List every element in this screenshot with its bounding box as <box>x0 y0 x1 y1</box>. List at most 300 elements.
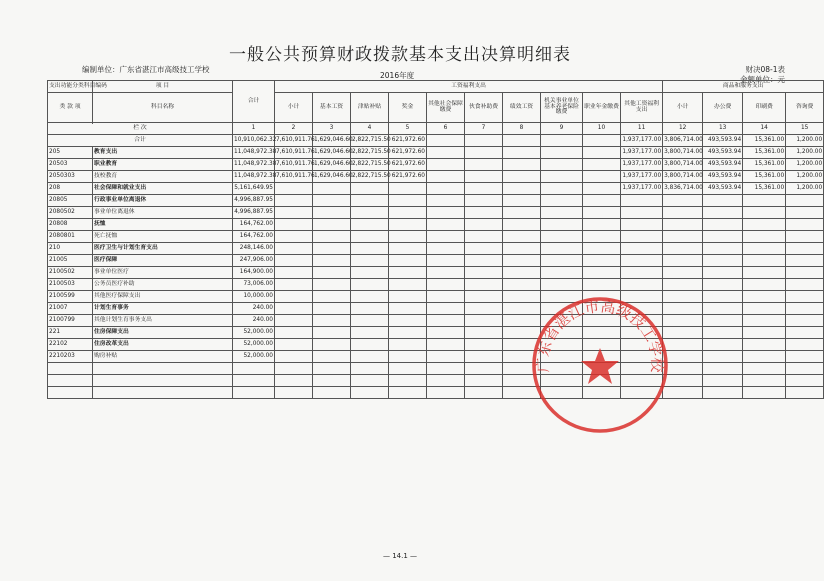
table-row <box>48 219 824 231</box>
row-value <box>583 159 621 171</box>
empty-cell <box>275 363 313 375</box>
row-value <box>743 339 786 351</box>
row-value <box>621 267 663 279</box>
empty-cell <box>48 375 93 387</box>
table-row <box>48 315 824 327</box>
table-row <box>48 303 824 315</box>
row-value <box>786 267 824 279</box>
col-number-8: 8 <box>503 123 541 135</box>
empty-cell <box>427 387 465 399</box>
row-value: 1,200.00 <box>786 147 824 159</box>
table-row <box>48 255 824 267</box>
row-value <box>743 255 786 267</box>
empty-row <box>48 375 824 387</box>
empty-cell <box>743 387 786 399</box>
header-kemu-code: 支出功能分类科目编码 <box>48 81 93 93</box>
row-value <box>427 279 465 291</box>
row-value: 493,593.94 <box>703 147 743 159</box>
header-col-6: 伙食补助费 <box>465 93 503 123</box>
row-value: 3,800,714.00 <box>663 147 703 159</box>
row-value <box>351 279 389 291</box>
table-row <box>48 267 824 279</box>
col-number-12: 12 <box>663 123 703 135</box>
row-value <box>313 219 351 231</box>
row-name: 事业单位医疗 <box>93 267 233 279</box>
row-value <box>313 231 351 243</box>
row-value <box>351 219 389 231</box>
row-value <box>743 279 786 291</box>
row-value <box>703 207 743 219</box>
row-value <box>663 255 703 267</box>
row-value <box>703 303 743 315</box>
row-value <box>743 219 786 231</box>
row-value <box>389 279 427 291</box>
row-value <box>389 327 427 339</box>
row-value <box>583 231 621 243</box>
row-value <box>275 195 313 207</box>
empty-cell <box>703 387 743 399</box>
row-value <box>465 327 503 339</box>
row-value <box>541 255 583 267</box>
col-number-2: 2 <box>275 123 313 135</box>
row-value: 11,048,972.38 <box>233 147 275 159</box>
total-label: 合计 <box>48 135 233 147</box>
expenditure-table <box>47 80 824 399</box>
header-row-2 <box>48 93 824 123</box>
total-cell: 1,200.00 <box>786 135 824 147</box>
row-value <box>786 195 824 207</box>
row-value: 3,800,714.00 <box>663 159 703 171</box>
col-number-14: 14 <box>743 123 786 135</box>
row-value: 15,361.00 <box>743 183 786 195</box>
row-value <box>313 279 351 291</box>
row-value <box>743 267 786 279</box>
row-value <box>275 255 313 267</box>
row-value <box>427 327 465 339</box>
row-code: 221 <box>48 327 93 339</box>
empty-cell <box>389 375 427 387</box>
row-value <box>503 183 541 195</box>
row-value <box>389 183 427 195</box>
row-code: 2100599 <box>48 291 93 303</box>
row-value <box>541 279 583 291</box>
empty-cell <box>786 387 824 399</box>
row-name: 住房保障支出 <box>93 327 233 339</box>
row-value <box>351 291 389 303</box>
row-value: 1,937,177.00 <box>621 159 663 171</box>
total-cell: 2,822,715.50 <box>351 135 389 147</box>
row-value <box>621 195 663 207</box>
row-value <box>621 207 663 219</box>
row-value <box>275 279 313 291</box>
row-value <box>503 255 541 267</box>
row-value: 2,822,715.50 <box>351 147 389 159</box>
page-number: — 14.1 — <box>382 552 418 560</box>
header-kemu-name: 科目名称 <box>93 93 233 123</box>
row-value: 1,629,046.60 <box>313 159 351 171</box>
row-value <box>743 303 786 315</box>
row-value <box>351 339 389 351</box>
row-value <box>465 231 503 243</box>
header-xiang: 项 <box>74 103 81 110</box>
empty-row <box>48 363 824 375</box>
currency-label: 金额单位：元 <box>740 75 785 84</box>
row-value <box>313 267 351 279</box>
row-value <box>275 243 313 255</box>
row-value <box>351 303 389 315</box>
total-cell: 493,593.94 <box>703 135 743 147</box>
row-value <box>703 279 743 291</box>
total-cell <box>465 135 503 147</box>
row-value <box>786 219 824 231</box>
row-value <box>351 327 389 339</box>
header-col-1: 小计 <box>275 93 313 123</box>
row-code: 21005 <box>48 255 93 267</box>
table-row <box>48 327 824 339</box>
row-value <box>389 351 427 363</box>
row-value: 240.00 <box>233 303 275 315</box>
row-value <box>786 231 824 243</box>
header-kuan: 类 <box>59 103 66 110</box>
total-cell <box>503 135 541 147</box>
row-value <box>427 255 465 267</box>
col-number-3: 3 <box>313 123 351 135</box>
empty-cell <box>389 387 427 399</box>
row-value <box>313 195 351 207</box>
row-value: 3,800,714.00 <box>663 171 703 183</box>
row-value <box>275 327 313 339</box>
header-item: 项 目 <box>93 81 233 93</box>
row-value: 493,593.94 <box>703 171 743 183</box>
row-value <box>703 315 743 327</box>
row-value: 164,762.00 <box>233 231 275 243</box>
col-number-15: 15 <box>786 123 824 135</box>
row-value <box>313 339 351 351</box>
row-code: 2100502 <box>48 267 93 279</box>
row-value: 1,937,177.00 <box>621 147 663 159</box>
row-name: 其他医疗保障支出 <box>93 291 233 303</box>
row-value <box>663 267 703 279</box>
row-value: 7,610,911.76 <box>275 147 313 159</box>
row-value <box>313 303 351 315</box>
row-value <box>465 159 503 171</box>
header-col-7: 绩效工资 <box>503 93 541 123</box>
row-value <box>703 267 743 279</box>
empty-cell <box>313 387 351 399</box>
row-value <box>703 255 743 267</box>
row-value: 15,361.00 <box>743 147 786 159</box>
row-code: 210 <box>48 243 93 255</box>
row-name: 其他计划生育事务支出 <box>93 315 233 327</box>
page-title: 一般公共预算财政拨款基本支出决算明细表 <box>229 45 571 65</box>
row-value <box>313 255 351 267</box>
row-code: 2080801 <box>48 231 93 243</box>
row-value: 4,996,887.95 <box>233 195 275 207</box>
header-col-8: 机关事业单位基本养老保险缴费 <box>541 93 583 123</box>
row-value: 621,972.60 <box>389 159 427 171</box>
col-number-7: 7 <box>465 123 503 135</box>
header-kemu-levels <box>48 93 93 123</box>
row-value <box>351 255 389 267</box>
table-body <box>48 147 824 399</box>
row-value <box>621 279 663 291</box>
row-value <box>427 207 465 219</box>
row-value <box>427 219 465 231</box>
table-row <box>48 231 824 243</box>
row-value <box>743 315 786 327</box>
table-row <box>48 279 824 291</box>
row-value <box>313 327 351 339</box>
row-value <box>541 171 583 183</box>
col-number-5: 5 <box>389 123 427 135</box>
row-value <box>313 207 351 219</box>
row-value <box>351 351 389 363</box>
empty-cell <box>465 387 503 399</box>
row-value <box>743 291 786 303</box>
row-value <box>427 171 465 183</box>
row-name: 事业单位离退休 <box>93 207 233 219</box>
row-value <box>465 351 503 363</box>
row-value: 52,000.00 <box>233 339 275 351</box>
row-value <box>389 219 427 231</box>
empty-cell <box>351 375 389 387</box>
row-value: 5,161,649.95 <box>233 183 275 195</box>
row-value <box>465 315 503 327</box>
header-goods-group: 商品和服务支出 <box>663 81 824 93</box>
row-value: 15,361.00 <box>743 171 786 183</box>
row-value: 2,822,715.50 <box>351 159 389 171</box>
row-value <box>583 279 621 291</box>
empty-cell <box>275 387 313 399</box>
row-value <box>389 315 427 327</box>
row-value <box>427 339 465 351</box>
row-value: 247,906.00 <box>233 255 275 267</box>
row-value <box>541 243 583 255</box>
row-value <box>786 291 824 303</box>
row-value <box>503 219 541 231</box>
row-value: 7,610,911.76 <box>275 171 313 183</box>
row-value <box>541 159 583 171</box>
row-value <box>275 231 313 243</box>
row-value <box>427 231 465 243</box>
row-value <box>275 219 313 231</box>
row-value <box>786 315 824 327</box>
row-value: 7,610,911.76 <box>275 159 313 171</box>
row-code: 20808 <box>48 219 93 231</box>
row-name: 行政事业单位离退休 <box>93 195 233 207</box>
row-value: 52,000.00 <box>233 327 275 339</box>
row-value <box>743 351 786 363</box>
row-value <box>275 351 313 363</box>
total-cell: 1,629,046.60 <box>313 135 351 147</box>
header-col-10: 其他工资福利支出 <box>621 93 663 123</box>
row-value: 248,146.00 <box>233 243 275 255</box>
row-code: 208 <box>48 183 93 195</box>
header-lanci-row <box>48 123 824 135</box>
row-value <box>427 303 465 315</box>
row-value <box>465 291 503 303</box>
row-value: 1,629,046.60 <box>313 147 351 159</box>
row-value <box>663 219 703 231</box>
row-value <box>786 279 824 291</box>
row-value <box>663 195 703 207</box>
table-row <box>48 171 824 183</box>
header-col-2: 基本工资 <box>313 93 351 123</box>
empty-cell <box>233 375 275 387</box>
row-value <box>503 207 541 219</box>
row-value <box>663 279 703 291</box>
row-value <box>275 303 313 315</box>
row-value <box>541 267 583 279</box>
total-cell: 15,361.00 <box>743 135 786 147</box>
row-value <box>503 231 541 243</box>
row-value: 1,200.00 <box>786 183 824 195</box>
row-value <box>351 315 389 327</box>
empty-cell <box>233 387 275 399</box>
col-number-10: 10 <box>583 123 621 135</box>
row-value <box>503 243 541 255</box>
row-value <box>389 267 427 279</box>
row-value <box>427 147 465 159</box>
row-value <box>503 267 541 279</box>
row-name: 公务员医疗补助 <box>93 279 233 291</box>
row-value <box>786 255 824 267</box>
row-value: 1,629,046.60 <box>313 171 351 183</box>
empty-cell <box>786 375 824 387</box>
row-value: 621,972.60 <box>389 147 427 159</box>
row-value <box>351 207 389 219</box>
unit-label: 编制单位：广东省湛江市高级技工学校 <box>82 65 210 74</box>
row-value <box>465 207 503 219</box>
row-value <box>275 291 313 303</box>
row-value: 11,048,972.38 <box>233 159 275 171</box>
header-col-11: 小计 <box>663 93 703 123</box>
row-value <box>427 243 465 255</box>
row-code: 2080502 <box>48 207 93 219</box>
empty-cell <box>48 387 93 399</box>
row-code: 2050303 <box>48 171 93 183</box>
row-value <box>503 147 541 159</box>
row-name: 计划生育事务 <box>93 303 233 315</box>
row-code: 20503 <box>48 159 93 171</box>
table-row <box>48 351 824 363</box>
row-value <box>351 195 389 207</box>
row-value <box>703 351 743 363</box>
col-number-13: 13 <box>703 123 743 135</box>
row-value <box>583 243 621 255</box>
row-value <box>427 183 465 195</box>
row-value <box>583 171 621 183</box>
row-code: 21007 <box>48 303 93 315</box>
row-value <box>743 195 786 207</box>
row-value <box>465 279 503 291</box>
table-row <box>48 195 824 207</box>
row-value <box>621 255 663 267</box>
empty-cell <box>313 375 351 387</box>
total-cell: 1,937,177.00 <box>621 135 663 147</box>
row-value <box>786 351 824 363</box>
row-name: 死亡抚恤 <box>93 231 233 243</box>
col-number-4: 4 <box>351 123 389 135</box>
row-value <box>541 231 583 243</box>
row-name: 住房改革支出 <box>93 339 233 351</box>
header-col-14: 咨询费 <box>786 93 824 123</box>
header-col-9: 职业年金缴费 <box>583 93 621 123</box>
table-row <box>48 207 824 219</box>
row-code: 22102 <box>48 339 93 351</box>
empty-cell <box>743 363 786 375</box>
row-value <box>703 327 743 339</box>
col-number-9: 9 <box>541 123 583 135</box>
row-value: 493,593.94 <box>703 183 743 195</box>
row-name: 医疗保障 <box>93 255 233 267</box>
row-value <box>743 243 786 255</box>
col-number-11: 11 <box>621 123 663 135</box>
row-name: 抚恤 <box>93 219 233 231</box>
row-value: 1,937,177.00 <box>621 171 663 183</box>
row-value <box>465 267 503 279</box>
row-value <box>313 315 351 327</box>
row-value <box>389 339 427 351</box>
row-value <box>786 339 824 351</box>
header-col-5: 其他社会保障缴费 <box>427 93 465 123</box>
empty-cell <box>743 375 786 387</box>
row-value <box>389 255 427 267</box>
table-row <box>48 183 824 195</box>
table-row <box>48 243 824 255</box>
empty-row <box>48 387 824 399</box>
seal-text: 广东省湛江市高级技工学校 <box>533 297 667 373</box>
empty-cell <box>465 375 503 387</box>
row-value: 164,762.00 <box>233 219 275 231</box>
row-code: 2210203 <box>48 351 93 363</box>
col-number-1: 1 <box>233 123 275 135</box>
row-value: 11,048,972.38 <box>233 171 275 183</box>
year-label: 2016年度 <box>380 71 415 80</box>
row-value: 73,006.00 <box>233 279 275 291</box>
row-code: 205 <box>48 147 93 159</box>
row-value <box>389 303 427 315</box>
empty-cell <box>93 375 233 387</box>
row-value <box>275 339 313 351</box>
row-value <box>703 219 743 231</box>
empty-cell <box>427 375 465 387</box>
row-value <box>703 243 743 255</box>
row-value <box>465 195 503 207</box>
empty-cell <box>93 387 233 399</box>
row-code: 2100503 <box>48 279 93 291</box>
row-value: 3,836,714.00 <box>663 183 703 195</box>
empty-cell <box>351 363 389 375</box>
row-value <box>389 207 427 219</box>
empty-cell <box>233 363 275 375</box>
row-value <box>583 207 621 219</box>
empty-cell <box>351 387 389 399</box>
row-value <box>351 183 389 195</box>
row-value <box>503 159 541 171</box>
row-value <box>583 195 621 207</box>
row-value <box>503 279 541 291</box>
row-value <box>351 243 389 255</box>
row-value <box>663 207 703 219</box>
row-value <box>786 207 824 219</box>
row-value <box>621 219 663 231</box>
total-cell <box>583 135 621 147</box>
row-value: 1,937,177.00 <box>621 183 663 195</box>
total-cell: 3,806,714.00 <box>663 135 703 147</box>
header-col-13: 印刷费 <box>743 93 786 123</box>
row-value <box>427 267 465 279</box>
